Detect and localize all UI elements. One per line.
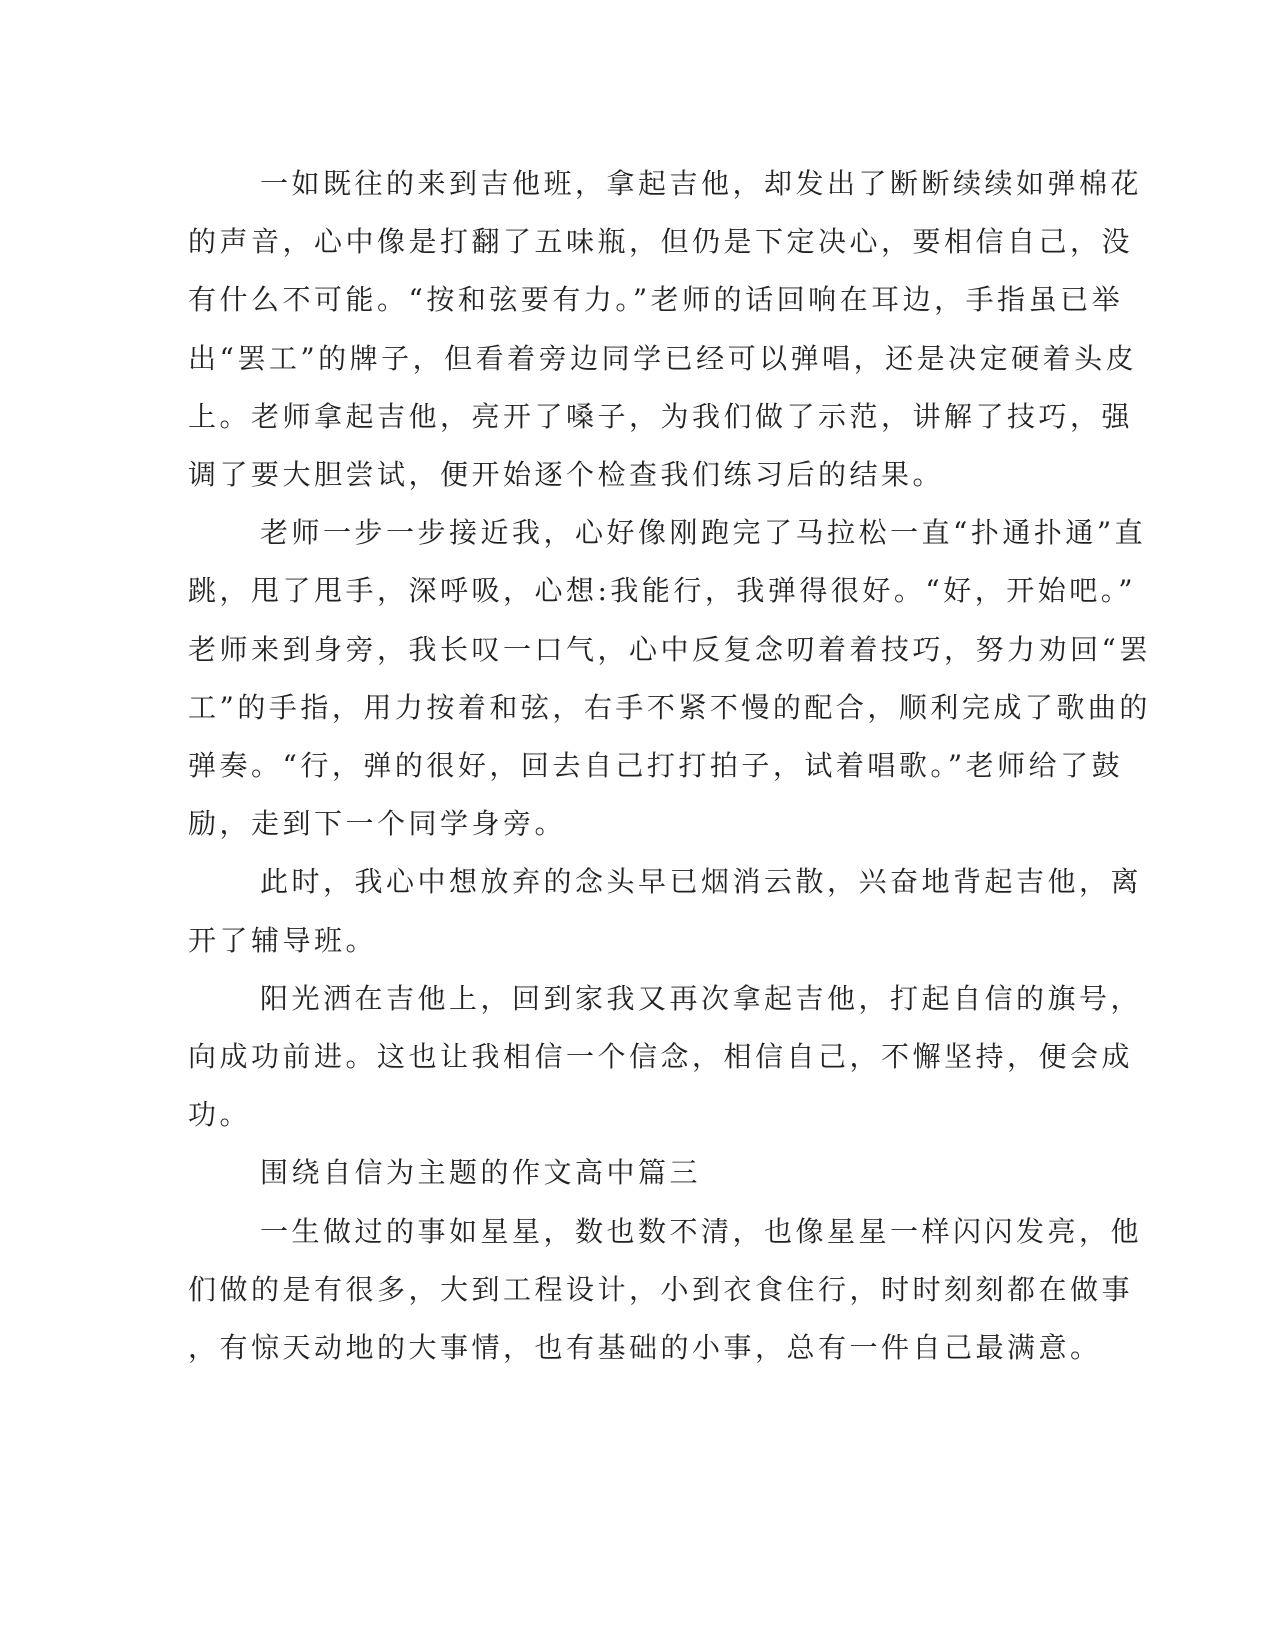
text-line: 老师一步一步接近我，心好像刚跑完了马拉松一直“扑通扑通”直 [260,516,1147,550]
text-line: 出“罢工”的牌子，但看着旁边同学已经可以弹唱，还是决定硬着头皮 [188,341,1138,375]
text-line: 工”的手指，用力按着和弦，右手不紧不慢的配合，顺利完成了歌曲的 [188,690,1151,724]
text-line: 向成功前进。这也让我相信一个信念，相信自己，不懈坚持，便会成 [188,1040,1134,1074]
paragraph-4 [188,970,1143,1145]
paragraph-3 [188,853,1143,969]
text-line: 老师来到身旁，我长叹一口气，心中反复念叨着着技巧，努力劝回“罢 [188,632,1151,666]
text-line: 开了辅导班。 [188,923,378,957]
text-line: 的声音，心中像是打翻了五味瓶，但仍是下定决心，要相信自己，没 [188,225,1134,259]
paragraph-5 [188,1203,1143,1378]
document-body [188,155,1151,1377]
text-line: 功。 [188,1098,252,1132]
text-line: 一生做过的事如星星，数也数不清，也像星星一样闪闪发亮，他 [260,1214,1143,1248]
text-line: 有什么不可能。“按和弦要有力。”老师的话回响在耳边，手指虽已举 [188,283,1124,317]
text-line: 此时，我心中想放弃的念头早已烟消云散，兴奋地背起吉他，离 [260,865,1143,899]
text-line: 励，走到下一个同学身旁。 [188,807,567,841]
section-heading [188,1144,1068,1202]
text-line: 上。老师拿起吉他，亮开了嗓子，为我们做了示范，讲解了技巧，强 [188,399,1134,433]
text-line: 一如既往的来到吉他班，拿起吉他，却发出了断断续续如弹棉花 [260,167,1143,200]
paragraph-1 [188,155,1143,504]
text-line: ，有惊天动地的大事情，也有基础的小事，总有一件自己最满意。 [188,1331,1102,1365]
text-line: 调了要大胆尝试，便开始逐个检查我们练习后的结果。 [188,458,945,492]
text-line: 弹奏。“行，弹的很好，回去自己打打拍子，试着唱歌。”老师给了鼓 [188,749,1124,783]
text-line: 跳，甩了甩手，深呼吸，心想:我能行，我弹得很好。“好，开始吧。” [188,574,1137,608]
paragraph-2 [188,504,1151,853]
text-line: 们做的是有很多，大到工程设计，小到衣食住行，时时刻刻都在做事 [188,1272,1134,1306]
text-line: 阳光洒在吉他上，回到家我又再次拿起吉他，打起自信的旗号， [260,981,1143,1015]
heading-text: 围绕自信为主题的作文高中篇三 [260,1156,702,1190]
